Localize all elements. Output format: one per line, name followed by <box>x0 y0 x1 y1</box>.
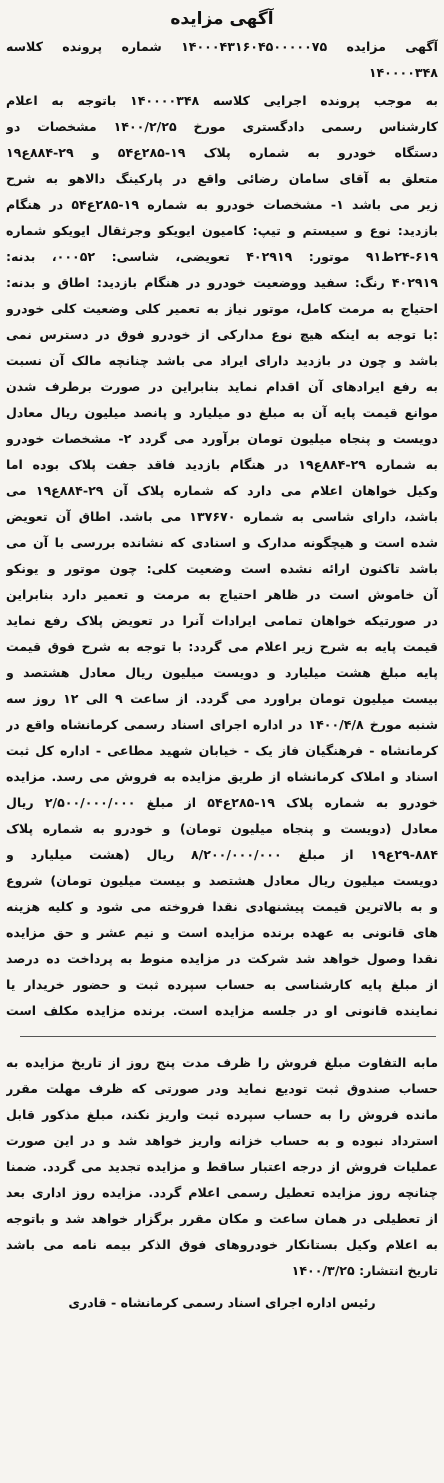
notice-line: از تعطیلی در همان ساعت و مکان مقرر برگزار خواهد شد و باتوجه <box>6 1211 438 1226</box>
notice-line: از مبلغ پایه کارشناسی به حساب سپرده ثبت و حضور خریدار یا <box>6 977 438 992</box>
notice-line: به اعلام وکیل بستانکار خودروهای فوق الذکر بیمه نامه می باشد <box>6 1237 438 1252</box>
notice-line: زیر می باشد ۱- مشخصات خودرو به شماره ۱۹-۲۸۵ع۵۴ در هنگام <box>6 197 438 212</box>
notice-line: قیمت پایه به شرح زیر اعلام می گردد: با توجه به شرح فوق قیمت <box>6 639 438 654</box>
notice-line: پایه مبلغ هشت میلیارد و دویست میلیون ریال معادل هشتصد و <box>6 665 438 680</box>
notice-line: های قانونی به عهده برنده مزایده است و نیم عشر و حق مزایده <box>6 925 438 940</box>
signature-line: رئیس اداره اجرای اسناد رسمی کرمانشاه - قادری <box>68 1295 376 1310</box>
notice-line: نماینده قانونی او در جلسه مزایده است. برنده مزایده مکلف است <box>6 1003 438 1018</box>
notice-line: بیست میلیون تومان براورد می گردد. از ساعت ۹ الی ۱۲ روز سه <box>6 691 438 706</box>
notice-line: باشد، دارای شاسی به شماره ۱۳۷۶۷۰ می باشد. اطاق آن تعویض <box>6 509 438 524</box>
notice-line: بازدید: نوع و سیستم و تیپ: کامیون ایویکو وجرثقال ایویکو شماره <box>6 223 438 238</box>
notice-line: دویست میلیون ریال معادل هشتصد و بیست میلیون تومان) شروع <box>6 873 438 888</box>
publication-date: تاریخ انتشار: ۱۴۰۰/۳/۲۵ <box>291 1263 438 1278</box>
notice-line: احتیاج به مرمت کامل، موتور نیاز به تعمیر کلی وضعیت کلی خودرو <box>6 301 438 316</box>
notice-line: کرمانشاه - فرهنگیان فاز یک - خیابان شهید مطاعی - اداره کل ثبت <box>6 743 438 758</box>
notice-line: به رفع ایرادهای آن اقدام نماید بنابراین در صورت برطرف شدن <box>6 379 438 394</box>
notice-line: وکیل خواهان اعلام می دارد که شماره پلاک آن ۲۹-۸۸۴ع۱۹ می <box>6 483 438 498</box>
notice-line: باشد تاکنون ارائه نشده است وضعیت کلی: چون موتور و یونکو <box>6 561 438 576</box>
notice-line: ۲۹-۸۸۴ع۱۹ از مبلغ ۸/۲۰۰/۰۰۰/۰۰۰ ریال (هشت میلیارد و <box>6 847 438 862</box>
notice-line: نقدا وصول خواهد شد شرکت در مزایده منوط به پرداخت ده درصد <box>6 951 438 966</box>
notice-line: دویست و پنجاه میلیون تومان برآورد می گردد ۲- مشخصات خودرو <box>6 431 438 446</box>
notice-line: در صورتیکه خواهان تمامی ایرادات آنرا در تعویض پلاک رفع نماید <box>6 613 438 628</box>
notice-line: شده است و هیچگونه مدارک و اسنادی که نشانده بررسی با آن می <box>6 535 438 550</box>
notice-line: :با توجه به اینکه هیچ نوع مدارکی از خودرو فوق در دسترس نمی <box>6 327 438 342</box>
notice-line: باشد و چون در بازدید دارای ایراد می باشد چنانچه مالک آن نسبت <box>6 353 438 368</box>
notice-line: چنانچه روز مزایده تعطیل رسمی اعلام گردد. مزایده روز اداری بعد <box>6 1185 438 1200</box>
notice-line: به شماره ۲۹-۸۸۴ع۱۹ در هنگام بازدید فاقد جفت پلاک بوده اما <box>6 457 438 472</box>
notice-line: ۱۴۰۰۰۰۳۴۸ <box>368 65 438 80</box>
notice-line: اسناد و املاک کرمانشاه از طریق مزایده به فروش می رسد. مزایده <box>6 769 438 784</box>
notice-line: آگهی مزایده ۱۴۰۰۰۴۳۱۶۰۴۵۰۰۰۰۰۷۵ شماره پرونده کلاسه <box>6 39 438 54</box>
notice-line: معادل (دویست و پنجاه میلیون تومان) و خودرو به شماره پلاک <box>6 821 438 836</box>
column-break-rule <box>20 1036 436 1037</box>
notice-line: خودرو به شماره پلاک ۱۹-۲۸۵ع۵۴ از مبلغ ۲/۵۰۰/۰۰۰/۰۰۰ ریال <box>6 795 438 810</box>
notice-line: ۴۰۲۹۱۹ رنگ: سفید ووضعیت خودرو در هنگام بازدید: اطاق و بدنه: <box>6 275 438 290</box>
notice-line: عملیات فروش از درجه اعتبار ساقط و مزایده تجدید می گردد. ضمنا <box>6 1159 438 1174</box>
notice-title: آگهی مزایده <box>170 9 274 29</box>
notice-line: و به بالاترین قیمت پیشنهادی نقدا فروخته می شود و کلیه هزینه <box>6 899 438 914</box>
notice-line: به موجب پرونده اجرایی کلاسه ۱۴۰۰۰۰۳۴۸ باتوجه به اعلام <box>6 93 438 108</box>
notice-line: مانده فروش را به حساب سپرده ثبت واریز نکند، مبلغ مذکور قابل <box>6 1107 438 1122</box>
notice-line: موانع قیمت پایه آن به مبلغ دو میلیارد و پانصد میلیون ریال معادل <box>6 405 438 420</box>
notice-line: آن خاموش است در ظاهر احتیاج به مرمت و تعمیر دارد بنابراین <box>6 587 438 602</box>
notice-line: دستگاه خودرو به شماره پلاک ۱۹-۲۸۵ع۵۴ و ۲۹-۸۸۴ع۱۹ <box>6 145 438 160</box>
notice-line: مابه التفاوت مبلغ فروش را ظرف مدت پنج روز از تاریخ مزایده به <box>6 1055 438 1070</box>
notice-line: استرداد نبوده و به حساب خزانه واریز خواهد شد و در این صورت <box>6 1133 438 1148</box>
notice-line: متعلق به آقای سامان رضائی واقع در پارکینگ دالاهو به شرح <box>6 171 438 186</box>
notice-line: کارشناس رسمی دادگستری مورخ ۱۴۰۰/۲/۲۵ مشخصات دو <box>6 119 438 134</box>
notice-body <box>6 34 438 1483</box>
notice-line: شنبه مورخ ۱۴۰۰/۴/۸ در اداره اجرای اسناد رسمی کرمانشاه واقع در <box>6 717 438 732</box>
notice-line: ۲۴-۶۱۹ط۹۱ موتور: ۴۰۲۹۱۹ تعویضی، شاسی: ۰۰۰۵۲، بدنه: <box>6 249 438 264</box>
notice-line: حساب صندوق ثبت تودیع نماید ودر صورتی که ظرف مهلت مقرر <box>6 1081 438 1096</box>
